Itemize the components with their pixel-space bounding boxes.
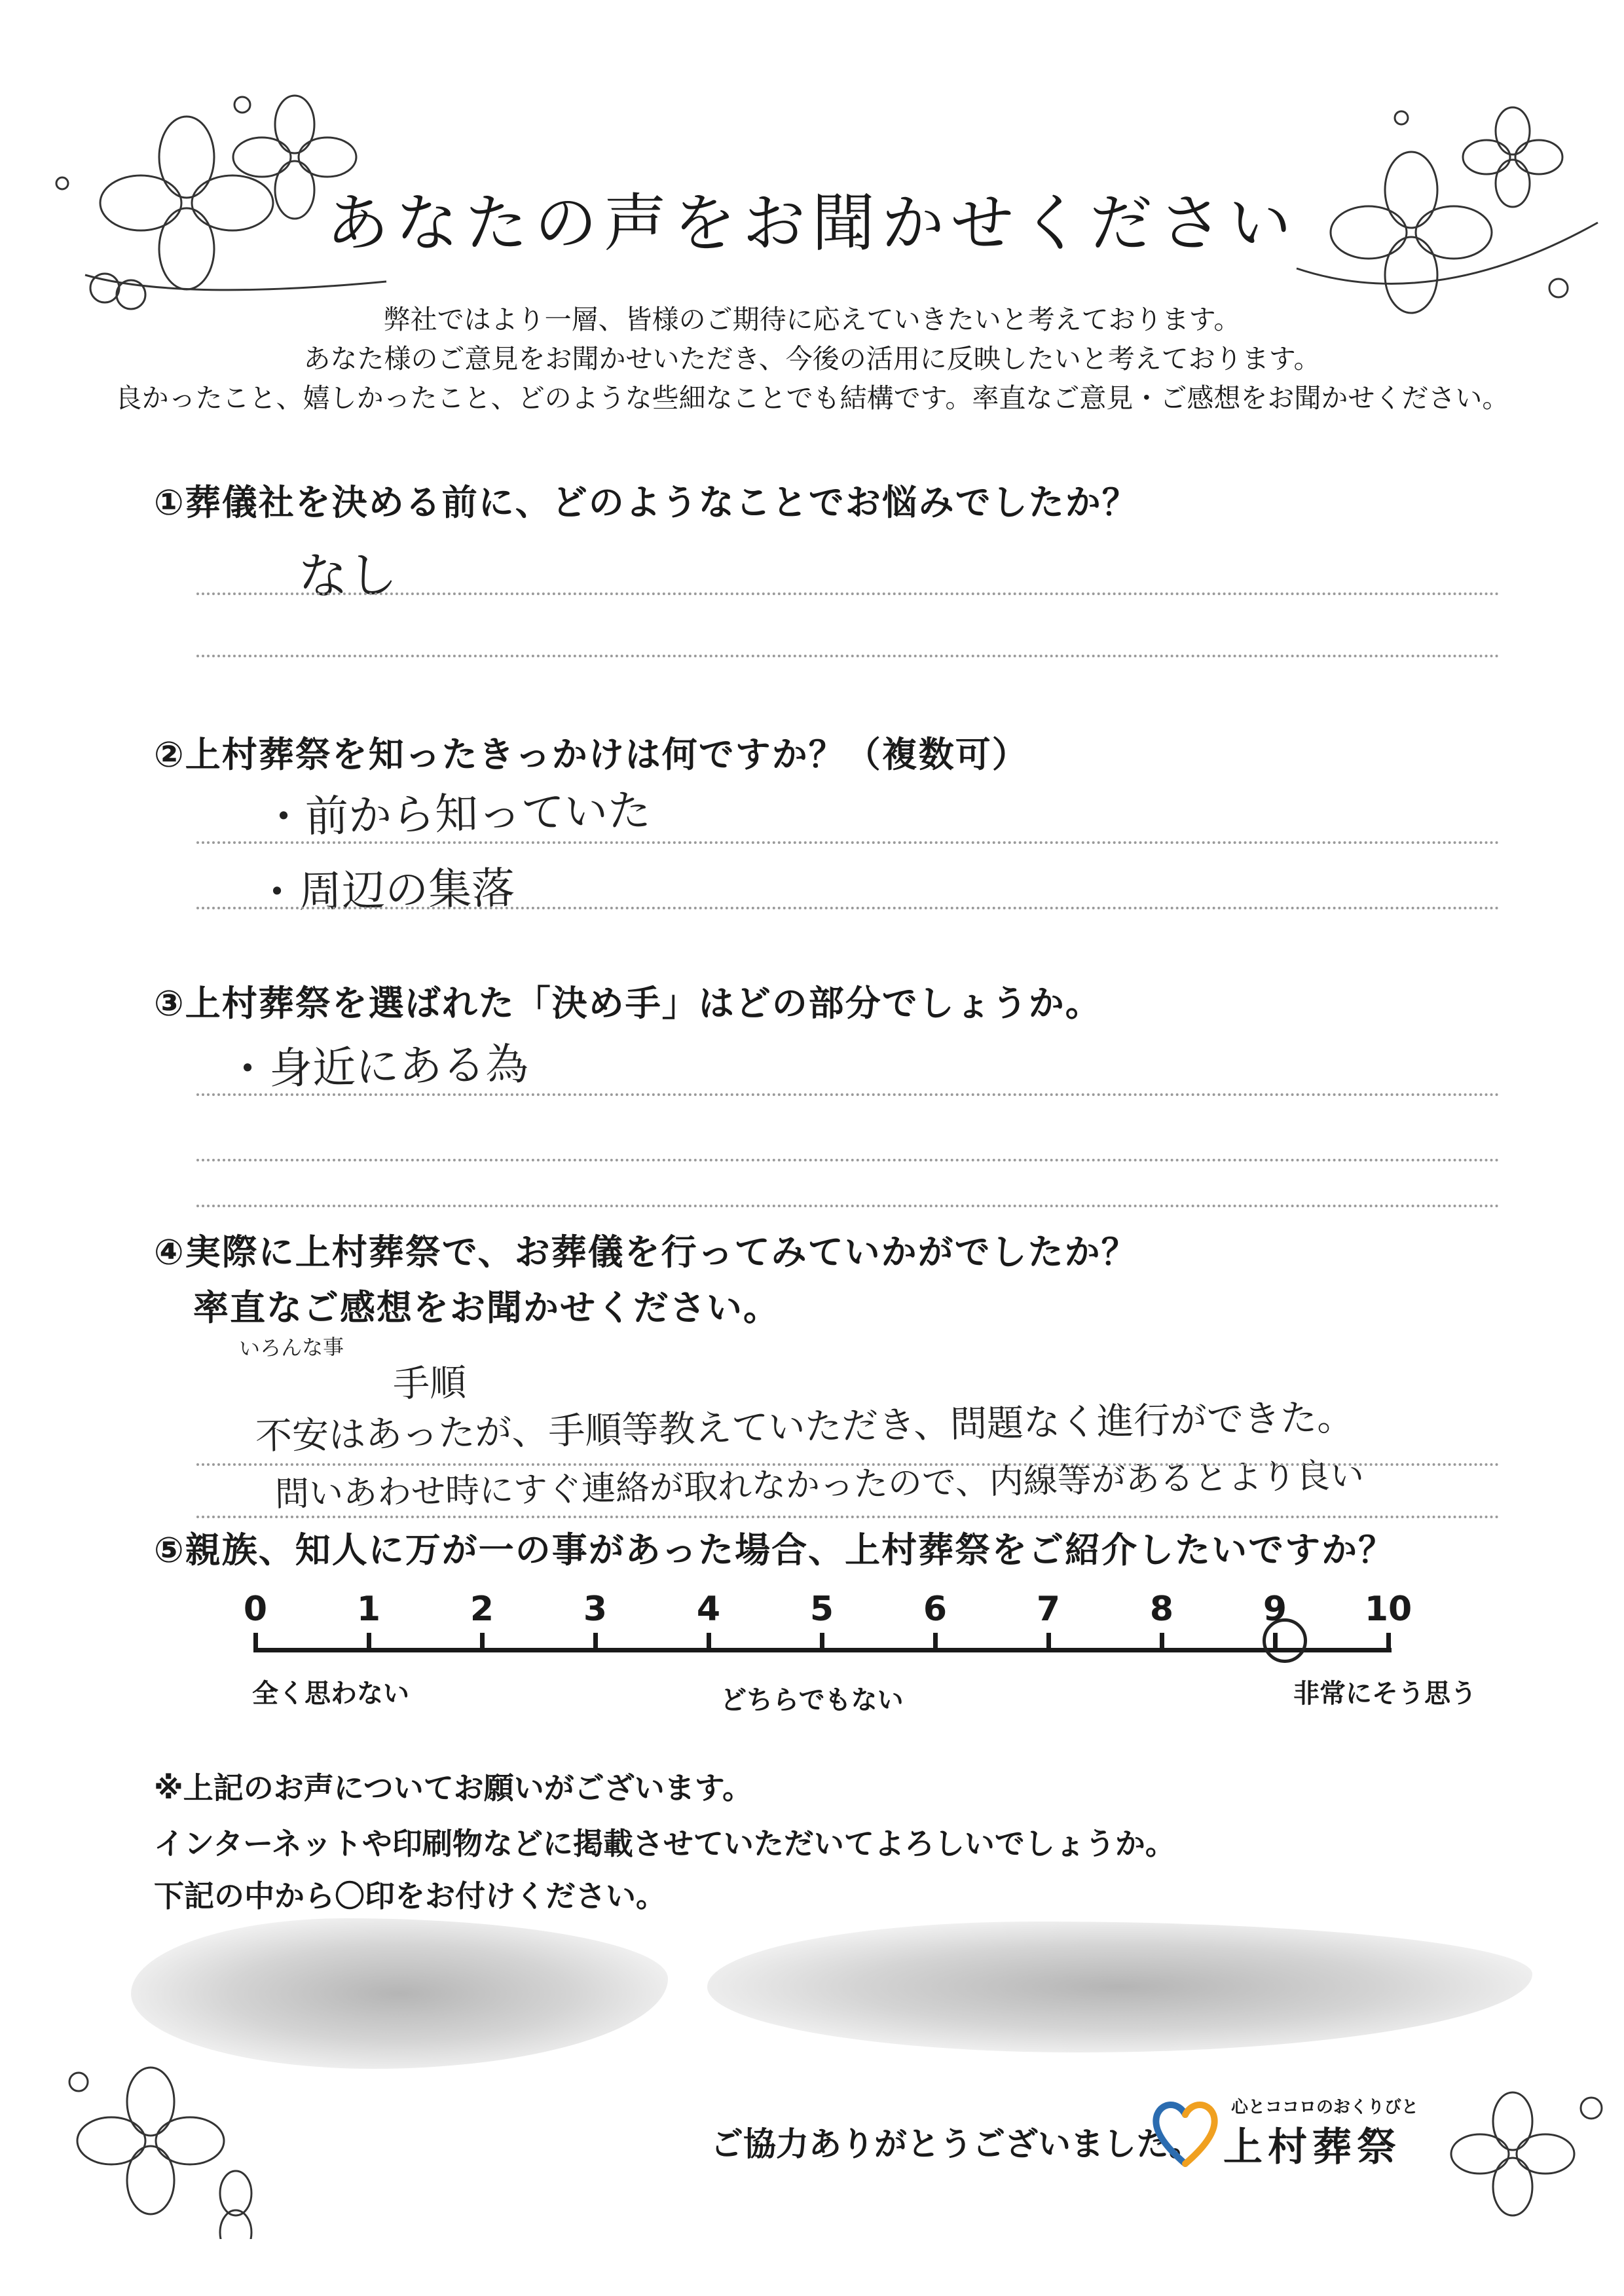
answer-rule xyxy=(196,1516,1500,1518)
answer-rule xyxy=(196,592,1500,595)
scale-number-6[interactable]: 6 xyxy=(923,1590,948,1629)
scale-tick xyxy=(480,1633,485,1652)
answer-rule xyxy=(196,907,1500,909)
scale-number-8[interactable]: 8 xyxy=(1149,1590,1174,1629)
heart-logo-icon xyxy=(1149,2092,1221,2170)
scale-number-10[interactable]: 10 xyxy=(1364,1590,1412,1629)
answer-rule xyxy=(196,841,1500,844)
question-3-label: ③上村葬祭を選ばれた「決め手」はどの部分でしょうか。 xyxy=(154,983,1102,1024)
answer-rule xyxy=(196,655,1500,657)
answer-rule xyxy=(196,1463,1500,1466)
question-2-answer-line-1[interactable]: ・前から知っていた xyxy=(261,785,652,843)
question-3-answer[interactable]: ・身近にある為 xyxy=(225,1038,529,1095)
scale-number-0[interactable]: 0 xyxy=(243,1590,268,1629)
scale-tick xyxy=(933,1633,938,1652)
scale-tick xyxy=(707,1633,711,1652)
thanks-message: ご協力ありがとうございました。 xyxy=(710,2125,1202,2163)
flower-cluster-bottom-left-icon xyxy=(39,2043,288,2239)
question-4-answer-line-3[interactable]: 問いあわせ時にすぐ連絡が取れなかったので、内線等があるとより良い xyxy=(274,1455,1365,1514)
answer-rule xyxy=(196,1205,1500,1207)
scale-number-1[interactable]: 1 xyxy=(356,1590,381,1629)
scale-number-9[interactable]: 9 xyxy=(1263,1590,1287,1629)
intro-line-1: 弊社ではより一層、皆様のご期待に応えていきたいと考えております。 xyxy=(383,304,1241,335)
scale-mid-label: どちらでもない xyxy=(720,1685,904,1715)
question-2-label: ②上村葬祭を知ったきっかけは何ですか？（複数可） xyxy=(154,734,1029,775)
scale-number-2[interactable]: 2 xyxy=(470,1590,494,1629)
note-line-2: インターネットや印刷物などに掲載させていただいてよろしいでしょうか。 xyxy=(154,1826,1175,1861)
logo-tagline: 心とココロのおくりびと xyxy=(1231,2098,1419,2117)
intro-line-2: あなた様のご意見をお聞かせいただき、今後の活用に反映したいと考えております。 xyxy=(303,343,1321,374)
redacted-area-left xyxy=(131,1918,668,2069)
question-2-answer-line-2[interactable]: ・周辺の集落 xyxy=(255,863,515,918)
question-1-label: ①葬儀社を決める前に、どのようなことでお悩みでしたか？ xyxy=(154,482,1139,523)
question-1-answer[interactable]: なし xyxy=(297,545,398,606)
scale-number-5[interactable]: 5 xyxy=(809,1590,834,1629)
note-line-3: 下記の中から〇印をお付けください。 xyxy=(154,1878,666,1914)
question-4-answer-line-2[interactable]: 不安はあったが、手順等教えていただき、問題なく進行ができた。 xyxy=(255,1396,1354,1458)
flower-cluster-bottom-right-icon xyxy=(1428,2069,1624,2239)
scale-number-7[interactable]: 7 xyxy=(1036,1590,1061,1629)
scale-tick xyxy=(1160,1633,1164,1652)
question-4-label-line-1: ④実際に上村葬祭で、お葬儀を行ってみていかがでしたか？ xyxy=(154,1231,1138,1273)
answer-rule xyxy=(196,1159,1500,1161)
logo-name: 上村葬祭 xyxy=(1223,2124,1401,2170)
scale-min-label: 全く思わない xyxy=(252,1679,409,1709)
question-4-label-line-2: 率直なご感想をお聞かせください。 xyxy=(193,1287,780,1328)
selected-rating-circle[interactable] xyxy=(1263,1618,1307,1663)
note-line-1: ※上記のお声についてお願いがございます。 xyxy=(154,1770,753,1806)
page-title: あなたの声をお聞かせください xyxy=(326,187,1298,260)
scale-max-label: 非常にそう思う xyxy=(1293,1679,1477,1709)
scale-tick xyxy=(1046,1633,1051,1652)
question-4-answer-note[interactable]: いろんな事 xyxy=(238,1334,344,1361)
question-4-answer-line-1[interactable]: 手順 xyxy=(392,1362,467,1406)
scale-tick xyxy=(367,1633,371,1652)
scale-tick xyxy=(820,1633,824,1652)
intro-line-3: 良かったこと、嬉しかったこと、どのような些細なことでも結構です。率直なご意見・ご感想をお聞かせください。 xyxy=(115,382,1509,414)
scale-number-3[interactable]: 3 xyxy=(583,1590,608,1629)
scale-tick xyxy=(1386,1633,1391,1652)
answer-rule xyxy=(196,1093,1500,1096)
scale-tick xyxy=(253,1633,258,1652)
question-5-label: ⑤親族、知人に万が一の事があった場合、上村葬祭をご紹介したいですか？ xyxy=(154,1529,1395,1571)
scale-number-4[interactable]: 4 xyxy=(696,1590,721,1629)
scale-tick xyxy=(593,1633,598,1652)
redacted-area-right xyxy=(707,1922,1532,2052)
